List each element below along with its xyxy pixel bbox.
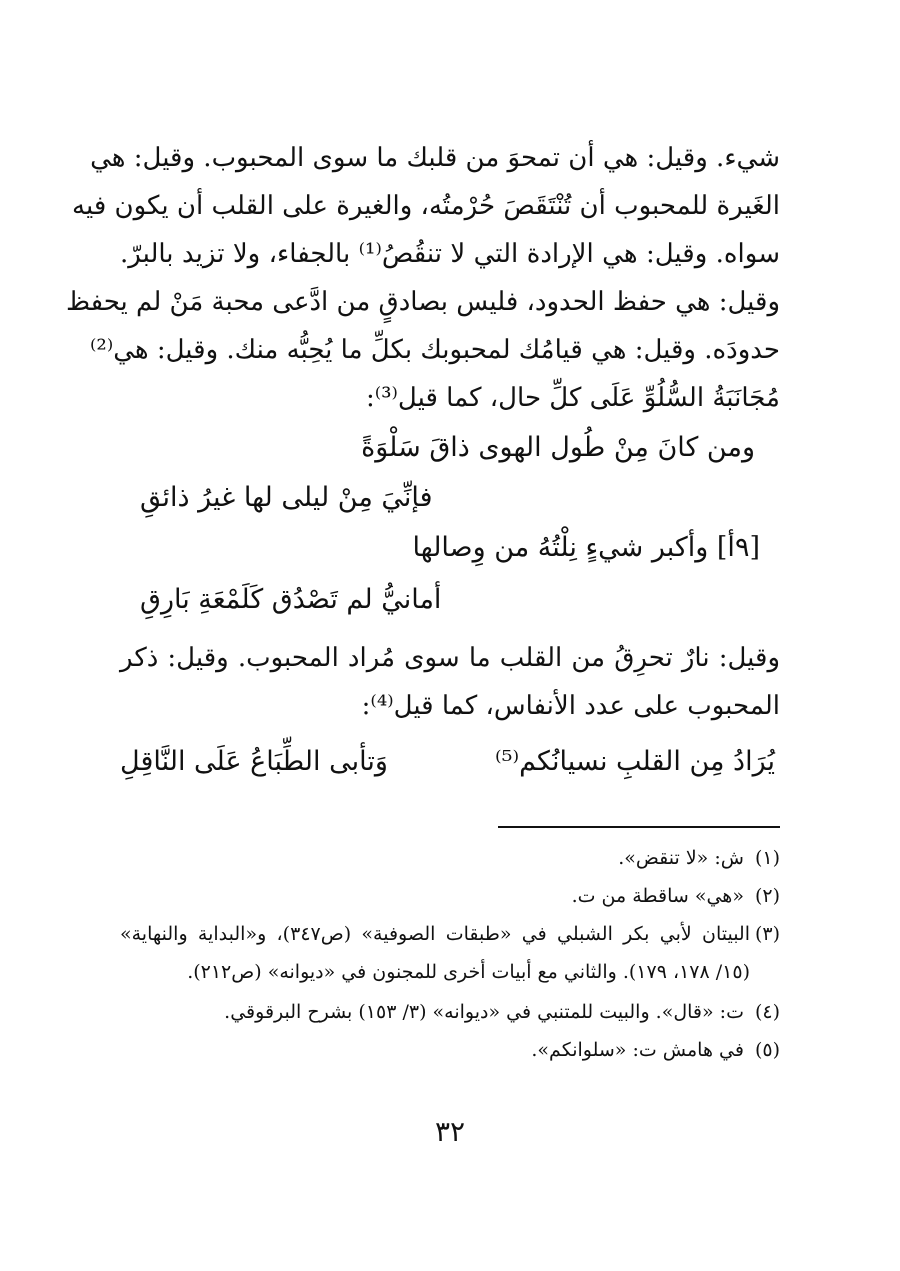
hemistich-second: وَتأبى الطِّبَاعُ عَلَى النَّاقِلِ — [120, 746, 388, 777]
footnote — [120, 996, 780, 1028]
body-line: وقيل: هي حفظ الحدود، فليس بصادقٍ من ادَّعى محبة مَنْ لم يحفظ — [65, 287, 780, 317]
body-line: سواه. وقيل: هي الإرادة التي لا تنقُصُ⁽¹⁾ بالجفاء، ولا تزيد بالبرّ. — [120, 239, 780, 269]
footnote-text: «هي» ساقطة من ت. — [571, 885, 744, 907]
footnote-text: ش: «لا تنقض». — [618, 847, 744, 869]
footnote-number: (١) — [754, 847, 780, 869]
poem-verse: أمانيُّ لم تَصْدُق كَلَمْعَةِ بَارِقِ — [140, 584, 442, 615]
body-line: وقيل: نارٌ تحرِقُ من القلب ما سوى مُراد المحبوب. وقيل: ذكر — [120, 643, 780, 673]
body-line: المحبوب على عدد الأنفاس، كما قيل⁽⁴⁾: — [361, 691, 780, 721]
poem-verse: فإنِّيَ مِنْ ليلى لها غيرُ ذائقِ — [140, 482, 433, 513]
body-line: مُجَانَبَةُ السُّلُوِّ عَلَى كلِّ حال، كما قيل⁽³⁾: — [365, 383, 780, 413]
poem-verse: ومن كانَ مِنْ طُول الهوى ذاقَ سَلْوَةً — [361, 432, 755, 463]
poem-couplet — [120, 742, 775, 782]
footnote-continuation: (١٥/ ١٧٨، ١٧٩). والثاني مع أبيات أخرى للمجنون في «ديوانه» (ص٢١٢). — [187, 961, 750, 983]
footnote-text: البيتان لأبي بكر الشبلي في «طبقات الصوفية» (ص٣٤٧)، و«البداية والنهاية» — [120, 923, 751, 945]
footnote — [120, 1034, 780, 1066]
page-number: ٣٢ — [434, 1115, 466, 1148]
footnote-number: (٢) — [754, 885, 780, 907]
footnote — [120, 880, 780, 912]
hemistich-first: يُرَادُ مِن القلبِ نسيانُكم⁽⁵⁾ — [494, 746, 775, 777]
body-line: حدودَه. وقيل: هي قيامُك لمحبوبك بكلِّ ما يُحِبُّه منك. وقيل: هي⁽²⁾ — [89, 335, 780, 365]
body-line: الغَيرة للمحبوب أن تُنْتَقَصَ حُرْمتُه، والغيرة على القلب أن يكون فيه — [72, 191, 780, 221]
footnote-separator — [498, 826, 780, 828]
footnote-text: ت: «قال». والبيت للمتنبي في «ديوانه» (٣/ ١٥٣) بشرح البرقوقي. — [224, 1001, 744, 1023]
footnote — [120, 842, 780, 874]
poem-verse: [٩أ] وأكبر شيءٍ نِلْتُهُ من وِصالها — [412, 532, 760, 563]
footnote — [120, 918, 780, 950]
footnote-number: (٤) — [754, 1001, 780, 1023]
footnote-number: (٣) — [754, 923, 780, 945]
footnote-text: في هامش ت: «سلوانكم». — [531, 1039, 744, 1061]
footnote-number: (٥) — [754, 1039, 780, 1061]
body-line: شيء. وقيل: هي أن تمحوَ من قلبك ما سوى المحبوب. وقيل: هي — [90, 143, 780, 173]
